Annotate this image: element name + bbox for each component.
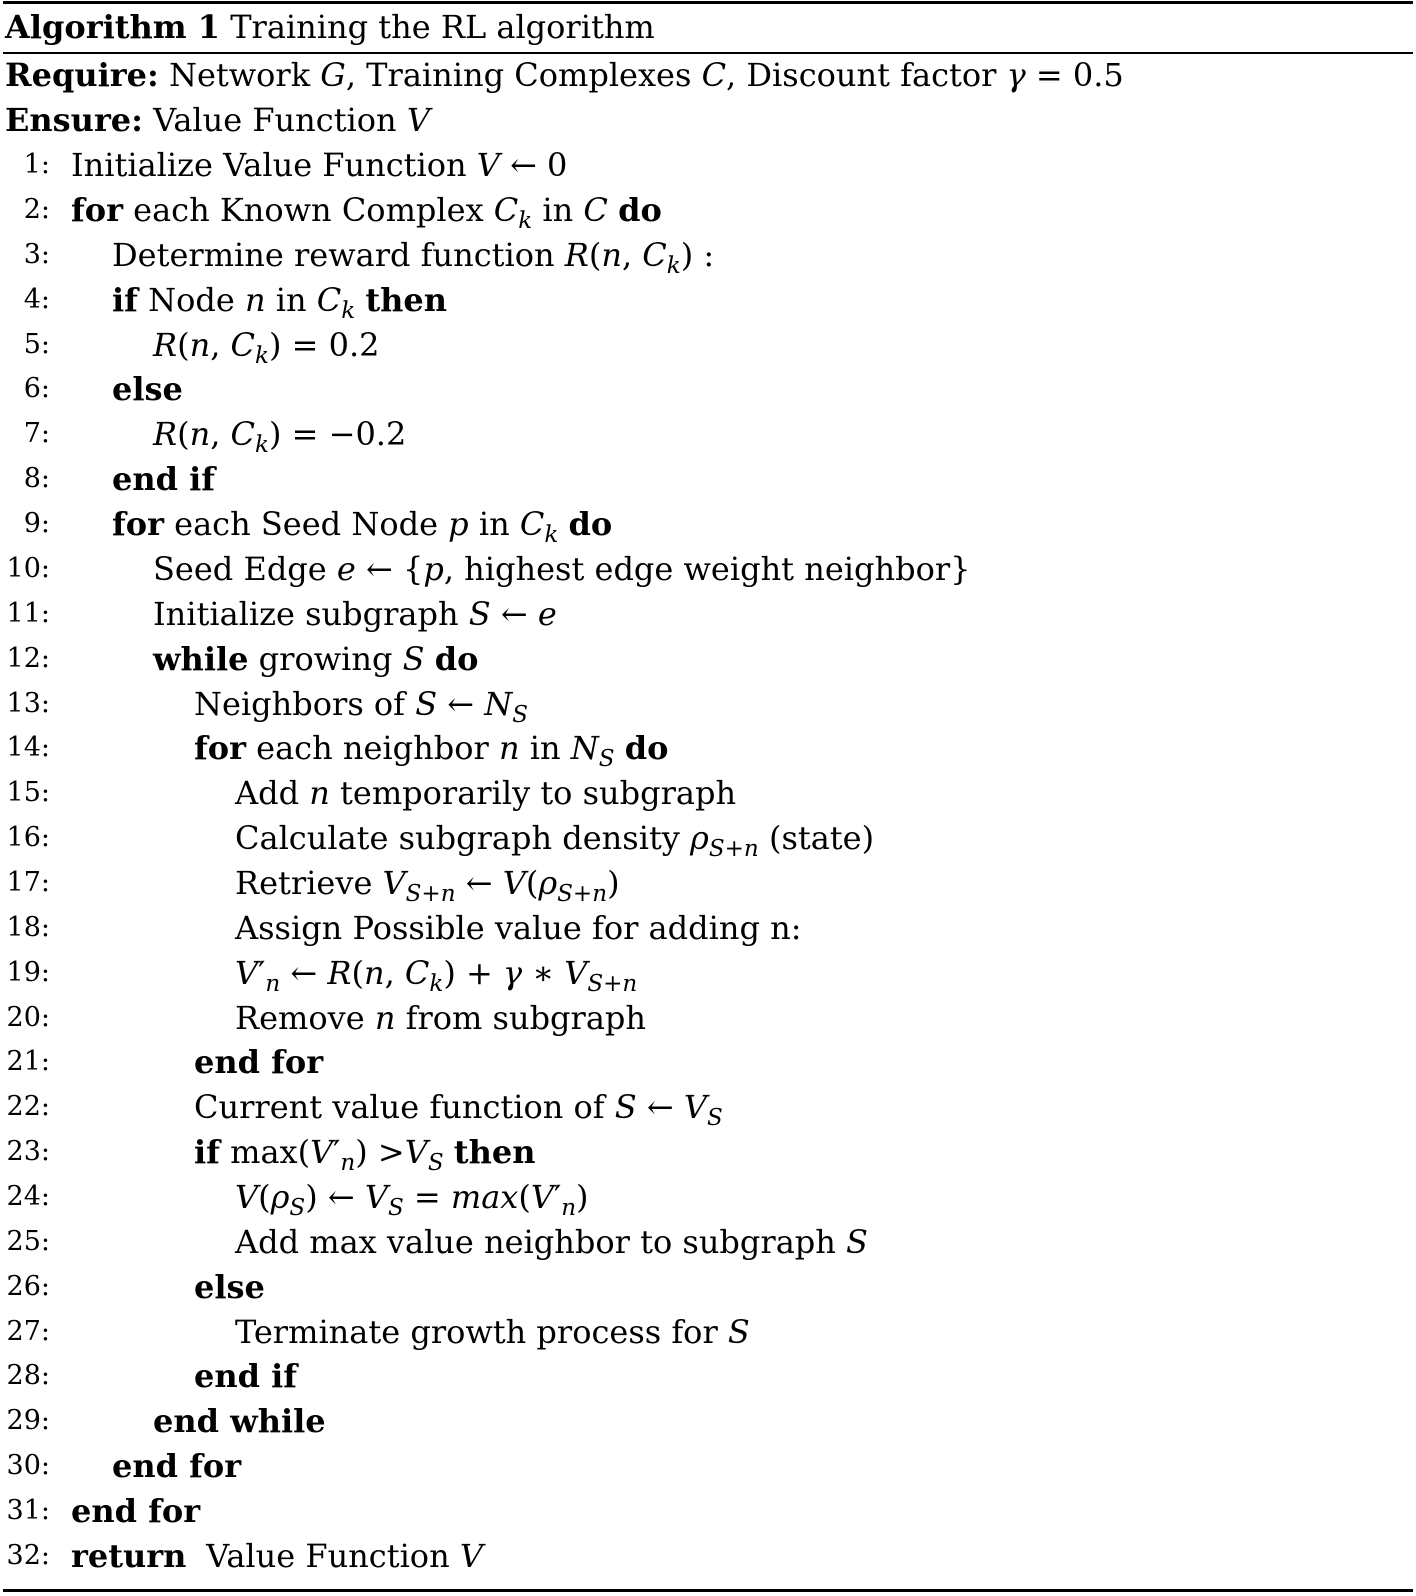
line-number: 20: [6,1002,50,1033]
algorithm-line: 17: Retrieve $V_{S+n}$ ← $V(\rho_{S+n})$ [0,861,1416,905]
line-number: 22: [6,1091,50,1122]
line-number: 4: [23,284,50,315]
line-number: 30: [6,1450,50,1481]
algorithm-line: 5: R(n, $C_k) = 0.2$ [0,323,1416,367]
line-number: 18: [6,912,50,943]
algorithm-line: 11: Initialize subgraph S ← e [0,592,1416,636]
algorithm-line: 13: Neighbors of S ← $N_S$ [0,682,1416,726]
line-number: 27: [6,1316,50,1347]
algorithm-line: 27: Terminate growth process for S [0,1310,1416,1354]
line-number: 8: [23,463,50,494]
line-number: 31: [6,1495,50,1526]
require-line: Require: Network G, Training Complexes C, Discount factor γ = 0.5 [5,56,1124,94]
algorithm-line: 14: for each neighbor n in $N_S$ do [0,726,1416,770]
ensure-line: Ensure: Value Function V [5,101,430,139]
line-number: 21: [6,1046,50,1077]
line-number: 28: [6,1360,50,1391]
algorithm-label: Algorithm 1 [5,8,221,46]
algorithm-line: 29: end while [0,1399,1416,1443]
line-number: 12: [6,643,50,674]
algorithm-line: 30: end for [0,1444,1416,1488]
line-number: 29: [6,1405,50,1436]
ensure-label: Ensure: [5,101,143,139]
algorithm-line: 32: return Value Function V [0,1534,1416,1578]
algorithm-line: 3: Determine reward function R(n, $C_k$) : [0,233,1416,277]
bottom-rule [3,1589,1413,1592]
line-number: 2: [23,194,50,225]
algorithm-line: 19: $V'_n$ ← R(n, $C_k) + \gamma$ ∗ $V_{S+n}$ [0,951,1416,995]
line-number: 17: [6,867,50,898]
algorithm-line: 1: Initialize Value Function V ← 0 [0,143,1416,187]
line-number: 14: [6,732,50,763]
line-number: 26: [6,1271,50,1302]
line-number: 23: [6,1136,50,1167]
algorithm-line: 24: $V(\rho_S)$ ← $V_S = \max(V'_n)$ [0,1175,1416,1219]
algorithm-line: 22: Current value function of S ← $V_S$ [0,1085,1416,1129]
algorithm-line: 21: end for [0,1040,1416,1084]
line-number: 24: [6,1181,50,1212]
algorithm-line: 20: Remove n from subgraph [0,996,1416,1040]
algorithm-line: 9: for each Seed Node p in $C_k$ do [0,502,1416,546]
algorithm-line: 4: if Node n in $C_k$ then [0,278,1416,322]
algorithm-line: 26: else [0,1265,1416,1309]
algorithm-title [0,5,1416,49]
line-number: 19: [6,957,50,988]
algorithm-line: 12: while growing S do [0,637,1416,681]
require-label: Require: [5,56,159,94]
line-number: 13: [6,688,50,719]
line-number: 5: [23,329,50,360]
top-rule [3,1,1413,4]
algorithm-line: 25: Add max value neighbor to subgraph S [0,1220,1416,1264]
algorithm-line: 28: end if [0,1354,1416,1398]
line-number: 11: [6,598,50,629]
algorithm-line: 2: for each Known Complex $C_k$ in C do [0,188,1416,232]
line-number: 32: [6,1540,50,1571]
algorithm-line: 6: else [0,367,1416,411]
algorithm-line: 23: if $\max(V'_n) >V_S$ then [0,1130,1416,1174]
line-number: 15: [6,777,50,808]
algorithm-line: 15: Add n temporarily to subgraph [0,771,1416,815]
algorithm-title-text: Training the RL algorithm [230,8,655,46]
line-number: 1: [23,149,50,180]
line-number: 7: [23,418,50,449]
line-number: 9: [23,508,50,539]
line-number: 16: [6,822,50,853]
algorithm-line: 7: R(n, $C_k) = -0.2$ [0,412,1416,456]
algorithm-line: 18: Assign Possible value for adding n: [0,906,1416,950]
algorithm-line: 8: end if [0,457,1416,501]
line-number: 3: [23,239,50,270]
algorithm-line: 16: Calculate subgraph density $\rho_{S+n}$ (state) [0,816,1416,860]
algorithm-line: 31: end for [0,1489,1416,1533]
algorithm-line: 10: Seed Edge e ← {p, highest edge weight neighbor} [0,547,1416,591]
line-number: 10: [6,553,50,584]
line-number: 25: [6,1226,50,1257]
line-number: 6: [23,373,50,404]
